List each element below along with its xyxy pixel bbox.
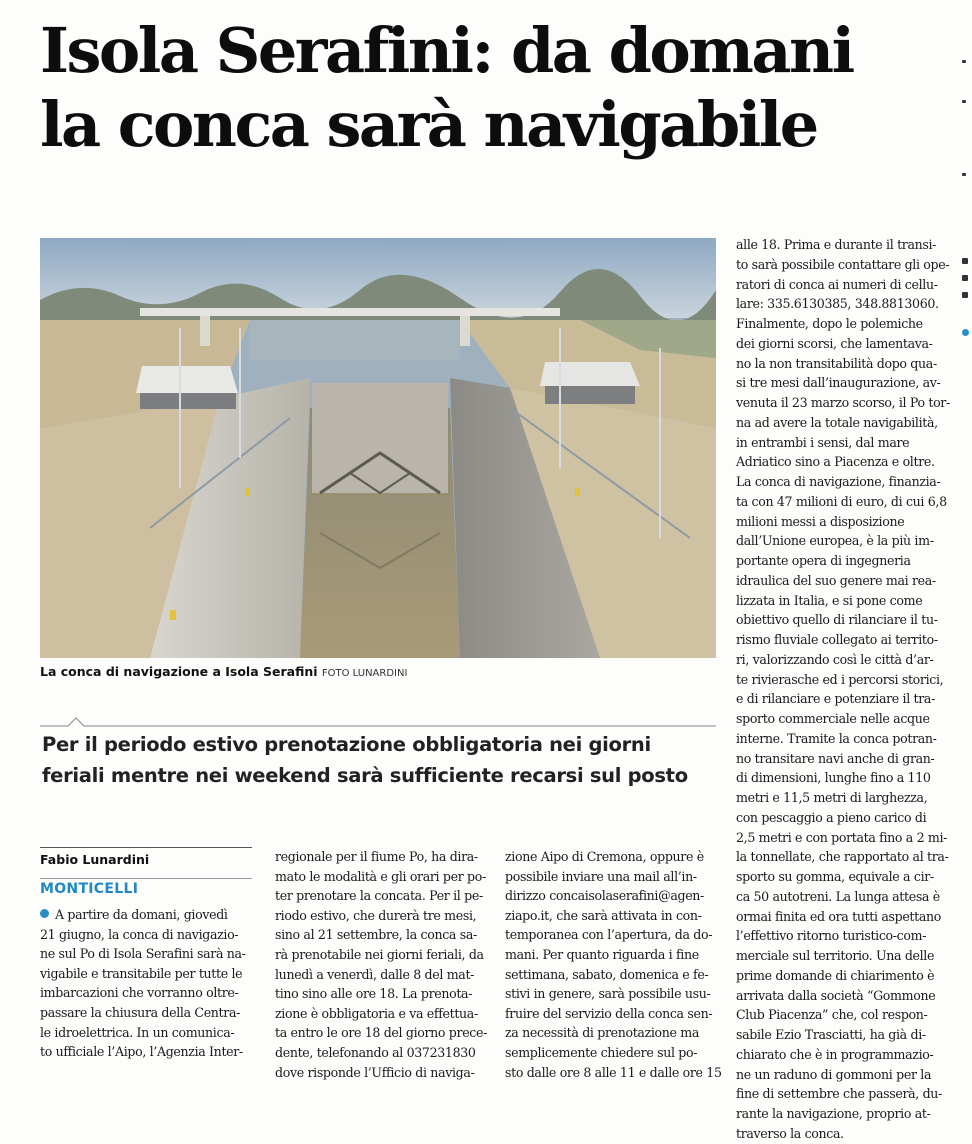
column-line: temporanea con l’apertura, da do- — [505, 927, 713, 943]
photo-caption — [40, 664, 716, 679]
column-line: no transitare navi anche di gran- — [736, 750, 935, 766]
photo-lock — [40, 238, 716, 658]
column-line: possibile inviare una mail all’in- — [505, 868, 697, 884]
column-line: to ufficiale l’Aipo, l’Agenzia Inter- — [40, 1044, 243, 1060]
article-column-2 — [275, 847, 493, 1082]
column-line: con pescaggio a pieno carico di — [736, 809, 927, 825]
column-line — [40, 905, 255, 925]
headline-line-2: la conca sarà navigabile — [40, 88, 817, 161]
column-line: dente, telefonando al 037231830 — [275, 1044, 476, 1060]
column-line: vigabile e transitabile per tutte le — [40, 965, 243, 981]
column-line: fine di settembre che passerà, du- — [736, 1086, 942, 1102]
article-column-1 — [40, 905, 255, 1062]
bullet-dot-icon — [40, 909, 49, 918]
lock-photo-illustration — [40, 238, 716, 658]
column-line: ne un raduno di gommoni per la — [736, 1066, 932, 1082]
bullet-dot-icon — [962, 329, 969, 336]
column-line: 21 giugno, la conca di navigazio- — [40, 926, 239, 942]
column-line: Club Piacenza” che, col respon- — [736, 1007, 928, 1023]
column-line: te rivierasche ed i percorsi storici, — [736, 671, 944, 687]
column-line: ri, valorizzando così le città d’ar- — [736, 651, 934, 667]
column-line: settimana, sabato, domenica e fe- — [505, 966, 709, 982]
column-line: zione è obbligatoria e va effettua- — [275, 1005, 478, 1021]
edge-fragment — [962, 258, 968, 264]
column-line: tino sino alle ore 18. La prenota- — [275, 986, 473, 1002]
column-line: obiettivo quello di rilanciare il tu- — [736, 612, 938, 628]
column-line: ca 50 autotreni. La lunga attesa è — [736, 888, 940, 904]
column-line-text: A partire da domani, giovedì — [55, 907, 228, 922]
column-line: venuta il 23 marzo scorso, il Po tor- — [736, 395, 950, 410]
column-line: milioni messi a disposizione — [736, 513, 905, 529]
column-line: idraulica del suo genere mai rea- — [736, 572, 936, 588]
column-line: stivi in genere, sarà possibile usu- — [505, 986, 711, 1002]
column-line: mato le modalità e gli orari per po- — [275, 868, 486, 884]
column-line: in entrambi i sensi, dal mare — [736, 434, 910, 450]
column-line: traverso la conca. — [736, 1125, 844, 1141]
column-line: di dimensioni, lunghe fino a 110 — [736, 770, 931, 786]
column-line: dirizzo concaisolaserafini@agen- — [505, 888, 704, 904]
headline-line-1: Isola Serafini: da domani — [40, 14, 853, 87]
column-line: Adriatico sino a Piacenza e oltre. — [736, 454, 935, 470]
subhead-line-1: Per il periodo estivo prenotazione obbligatoria nei giorni — [42, 733, 651, 756]
photo-credit: FOTO LUNARDINI — [321, 668, 408, 679]
column-line: la tonnellate, che rapportato al tra- — [736, 849, 949, 865]
column-line: mani. Per quanto riguarda i fine — [505, 946, 699, 962]
column-line: lizzata in Italia, e si pone come — [736, 592, 923, 608]
column-line: arrivata dalla società “Gommone — [736, 987, 936, 1003]
subhead-line-2: feriali mentre nei weekend sarà sufficiente recarsi sul posto — [42, 764, 688, 787]
column-line: sabile Ezio Trasciatti, ha già di- — [736, 1027, 926, 1042]
column-line: dove risponde l’Ufficio di naviga- — [275, 1064, 475, 1080]
byline: Fabio Lunardini — [40, 852, 150, 867]
edge-fragment — [962, 292, 968, 298]
headline — [40, 14, 920, 162]
column-line: ta con 47 milioni di euro, di cui 6,8 — [736, 493, 947, 509]
column-line: Finalmente, dopo le polemiche — [736, 316, 923, 331]
column-line: lunedì a venerdì, dalle 8 del mat- — [275, 966, 475, 982]
column-line: ta entro le ore 18 del giorno prece- — [275, 1025, 488, 1041]
column-line: regionale per il fiume Po, ha dira- — [275, 849, 478, 864]
byline-rule — [40, 847, 252, 848]
column-line: sporto commerciale nelle acque — [736, 711, 930, 726]
dateline: MONTICELLI — [40, 881, 139, 897]
column-line: to sarà possibile contattare gli ope- — [736, 256, 950, 272]
column-line: l’effettivo ritorno turistico-com- — [736, 928, 927, 944]
column-line: rà prenotabile nei giorni feriali, da — [275, 946, 484, 962]
caption-text: La conca di navigazione a Isola Serafini — [40, 664, 318, 679]
column-line: alle 18. Prima e durante il transi- — [736, 237, 937, 252]
column-line: ne sul Po di Isola Serafini sarà na- — [40, 946, 246, 962]
column-line: fruire del servizio della conca sen- — [505, 1005, 713, 1021]
edge-fragment — [962, 275, 968, 281]
column-line: na ad avere la totale navigabilità, — [736, 414, 938, 430]
column-line: dall’Unione europea, è la più im- — [736, 533, 934, 549]
column-line: ormai finita ed ora tutti aspettano — [736, 908, 941, 924]
column-line: passare la chiusura della Centra- — [40, 1004, 241, 1020]
column-line: ter prenotare la concata. Per il pe- — [275, 888, 483, 904]
column-line: interne. Tramite la conca potran- — [736, 730, 937, 746]
column-line: lare: 335.6130385, 348.8813060. — [736, 296, 939, 312]
column-line: riodo estivo, che durerà tre mesi, — [275, 907, 477, 923]
column-line: portante opera di ingegneria — [736, 553, 911, 568]
column-line: prime domande di chiarimento è — [736, 967, 935, 983]
article-column-4 — [736, 235, 954, 1144]
column-line: za necessità di prenotazione ma — [505, 1025, 700, 1041]
edge-fragment — [962, 173, 966, 176]
column-line: 2,5 metri e con portata fino a 2 mi- — [736, 829, 948, 845]
column-line: rante la navigazione, proprio at- — [736, 1106, 931, 1121]
article-column-3 — [505, 847, 723, 1082]
byline-rule — [40, 878, 252, 879]
column-line: no la non transitabilità dopo qua- — [736, 355, 937, 371]
column-line: rismo fluviale collegato ai territo- — [736, 632, 938, 647]
column-line: ratori di conca ai numeri di cellu- — [736, 276, 938, 292]
column-line: sto dalle ore 8 alle 11 e dalle ore 15 — [505, 1064, 722, 1080]
column-line: e di rilanciare e potenziare il tra- — [736, 691, 935, 707]
column-line: semplicemente chiedere sul po- — [505, 1044, 698, 1060]
subhead-rule — [40, 716, 716, 728]
column-line: dei giorni scorsi, che lamentava- — [736, 335, 933, 351]
column-line: sporto su gomma, equivale a cir- — [736, 869, 934, 884]
column-line: le idroelettrica. In un comunica- — [40, 1024, 235, 1040]
edge-fragment — [962, 60, 966, 63]
column-line: metri e 11,5 metri di larghezza, — [736, 790, 928, 805]
column-line: sino al 21 settembre, la conca sa- — [275, 927, 477, 943]
column-line: si tre mesi dall’inaugurazione, av- — [736, 375, 941, 391]
column-line: ziapo.it, che sarà attivata in con- — [505, 907, 702, 923]
edge-fragment — [962, 100, 966, 103]
column-line: imbarcazioni che vorranno oltre- — [40, 985, 239, 1001]
adjacent-article-edge — [958, 0, 972, 1080]
column-line: La conca di navigazione, finanzia- — [736, 474, 941, 489]
subheadline — [42, 729, 722, 791]
column-line: zione Aipo di Cremona, oppure è — [505, 849, 704, 864]
column-line: merciale sul territorio. Una delle — [736, 948, 935, 963]
column-line: chiarato che è in programmazio- — [736, 1046, 934, 1062]
